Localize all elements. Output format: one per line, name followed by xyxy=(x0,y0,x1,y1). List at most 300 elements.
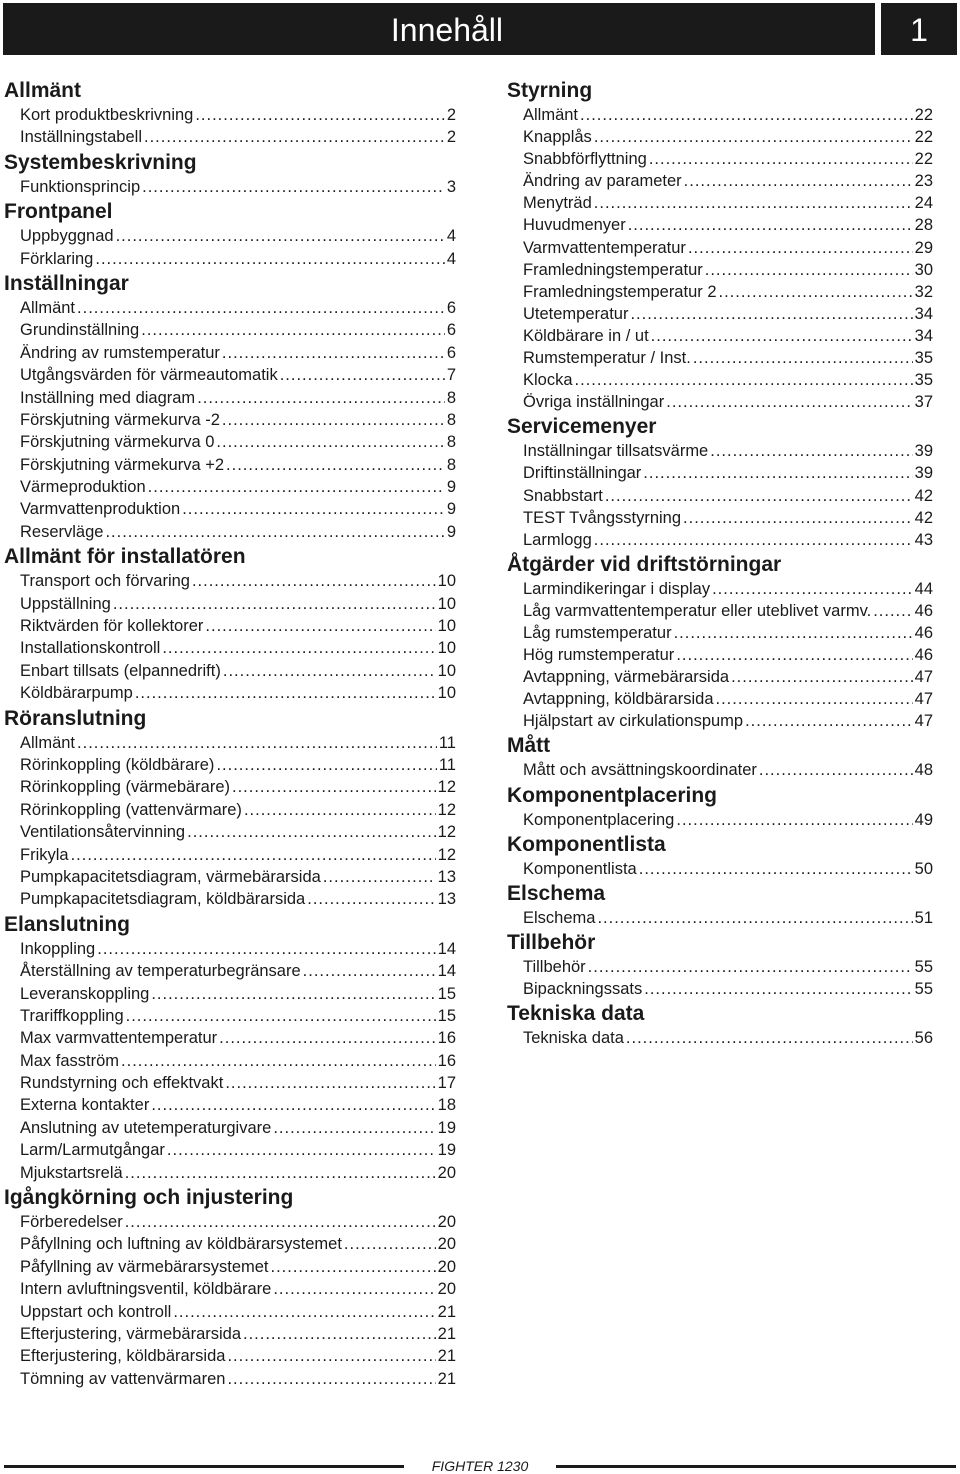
toc-entry[interactable] xyxy=(523,170,933,192)
dot-leader xyxy=(223,660,436,682)
entry-label: Utgångsvärden för värmeautomatik xyxy=(20,366,278,385)
toc-entry[interactable] xyxy=(20,776,456,798)
dot-leader xyxy=(649,148,913,170)
toc-entry[interactable] xyxy=(20,297,456,319)
entry-label: Bipackningssats xyxy=(523,979,643,998)
entry-label: Externa kontakter xyxy=(20,1096,150,1115)
toc-entry[interactable] xyxy=(20,1301,456,1323)
toc-entry[interactable] xyxy=(20,1323,456,1345)
section-heading: Frontpanel xyxy=(4,200,113,224)
footer-rule-left xyxy=(4,1465,404,1468)
dot-leader xyxy=(759,759,913,781)
entry-page-number: 42 xyxy=(914,508,933,527)
toc-entry[interactable] xyxy=(20,126,456,148)
toc-entry[interactable] xyxy=(20,593,456,615)
toc-entry[interactable] xyxy=(20,821,456,843)
entry-label: Intern avluftningsventil, köldbärare xyxy=(20,1280,272,1299)
page-title: Innehåll xyxy=(3,3,875,55)
toc-entry[interactable] xyxy=(20,1027,456,1049)
dot-leader xyxy=(125,1162,436,1184)
dot-leader xyxy=(135,682,436,704)
entry-page-number: 47 xyxy=(914,690,933,709)
toc-entry[interactable] xyxy=(20,1094,456,1116)
toc-entry[interactable] xyxy=(523,303,933,325)
toc-entry[interactable] xyxy=(20,1345,456,1367)
entry-page-number: 56 xyxy=(914,1029,933,1047)
toc-entry[interactable] xyxy=(523,578,933,600)
entry-page-number: 32 xyxy=(914,282,933,301)
dot-leader xyxy=(77,297,445,319)
entry-page-number: 46 xyxy=(914,601,933,620)
entry-label: Hjälpstart av cirkulationspump xyxy=(523,712,744,731)
entry-page-number: 21 xyxy=(437,1369,456,1388)
toc-entry[interactable] xyxy=(20,637,456,659)
entry-page-number: 13 xyxy=(437,890,456,909)
toc-entry[interactable] xyxy=(20,248,456,270)
toc-entry[interactable] xyxy=(523,858,933,880)
dot-leader xyxy=(674,622,913,644)
entry-page-number: 11 xyxy=(438,733,456,752)
entry-label: Inställningar tillsatsvärme xyxy=(523,442,709,461)
entry-page-number: 4 xyxy=(446,249,456,268)
entry-page-number: 28 xyxy=(914,216,933,235)
section-heading: Tillbehör xyxy=(507,930,596,954)
toc-entry[interactable] xyxy=(20,387,456,409)
toc-entry[interactable] xyxy=(20,431,456,453)
toc-entry[interactable] xyxy=(20,844,456,866)
section-heading: Systembeskrivning xyxy=(4,150,197,174)
entry-label: Anslutning av utetemperaturgivare xyxy=(20,1118,272,1137)
toc-entry[interactable] xyxy=(20,799,456,821)
entry-label: Grundinställning xyxy=(20,321,140,340)
entry-page-number: 48 xyxy=(914,761,933,780)
toc-entry[interactable] xyxy=(523,759,933,781)
entry-label: Förskjutning värmekurva 0 xyxy=(20,433,215,452)
entry-page-number: 8 xyxy=(446,388,456,407)
toc-entry[interactable] xyxy=(20,176,456,198)
entry-page-number: 23 xyxy=(914,172,933,191)
dot-leader xyxy=(77,732,437,754)
entry-page-number: 12 xyxy=(437,823,456,842)
toc-entry[interactable] xyxy=(20,319,456,341)
entry-label: Reservläge xyxy=(20,522,104,541)
footer-rule-right xyxy=(556,1465,956,1468)
toc-section xyxy=(507,413,933,550)
dot-leader xyxy=(639,858,913,880)
toc-entry[interactable] xyxy=(20,1162,456,1184)
dot-leader xyxy=(151,983,435,1005)
section-heading: Servicemenyer xyxy=(507,415,657,439)
toc-entry[interactable] xyxy=(20,615,456,637)
entry-label: Leveranskoppling xyxy=(20,984,150,1003)
dot-leader xyxy=(605,485,913,507)
entry-page-number: 35 xyxy=(914,349,933,368)
dot-leader xyxy=(126,1005,436,1027)
toc-entry[interactable] xyxy=(20,1278,456,1300)
entry-label: Allmänt xyxy=(20,733,76,752)
toc-entry[interactable] xyxy=(20,1139,456,1161)
entry-page-number: 11 xyxy=(438,755,456,774)
dot-leader xyxy=(745,710,913,732)
entry-label: Låg rumstemperatur xyxy=(523,623,672,642)
dot-leader xyxy=(712,578,913,600)
dot-leader xyxy=(187,821,436,843)
entry-page-number: 18 xyxy=(437,1096,456,1115)
dot-leader xyxy=(594,529,913,551)
entry-page-number: 2 xyxy=(446,106,456,124)
entry-page-number: 10 xyxy=(437,639,456,658)
entry-label: Installationskontroll xyxy=(20,639,161,658)
toc-entry[interactable] xyxy=(20,570,456,592)
entry-label: Klocka xyxy=(523,371,573,390)
section-heading: Komponentplacering xyxy=(507,783,718,807)
entry-page-number: 49 xyxy=(914,810,933,829)
entry-label: TEST Tvångsstyrning xyxy=(523,508,682,527)
entry-page-number: 15 xyxy=(437,984,456,1003)
dot-leader xyxy=(580,104,913,126)
entry-label: Inkoppling xyxy=(20,939,96,958)
entry-page-number: 20 xyxy=(437,1213,456,1232)
dot-leader xyxy=(273,1278,435,1300)
entry-label: Hög rumstemperatur xyxy=(523,646,675,665)
section-heading: Mått xyxy=(507,734,551,758)
toc-entry[interactable] xyxy=(523,600,933,622)
toc-entry[interactable] xyxy=(523,440,933,462)
entry-page-number: 16 xyxy=(437,1029,456,1048)
toc-entry[interactable] xyxy=(523,688,933,710)
dot-leader xyxy=(197,387,445,409)
entry-page-number: 8 xyxy=(446,455,456,474)
toc-entry[interactable] xyxy=(523,237,933,259)
entry-page-number: 12 xyxy=(437,778,456,797)
entry-label: Snabbförflyttning xyxy=(523,150,647,169)
toc-section xyxy=(507,831,933,880)
entry-page-number: 34 xyxy=(914,304,933,323)
entry-label: Rundstyrning och effektvakt xyxy=(20,1074,224,1093)
toc-entry[interactable] xyxy=(20,454,456,476)
toc-entry[interactable] xyxy=(20,1117,456,1139)
toc-entry[interactable] xyxy=(523,369,933,391)
entry-page-number: 17 xyxy=(437,1074,456,1093)
dot-leader xyxy=(307,888,435,910)
entry-page-number: 37 xyxy=(914,393,933,412)
dot-leader xyxy=(195,104,444,126)
entry-page-number: 47 xyxy=(914,712,933,731)
section-heading: Åtgärder vid driftstörningar xyxy=(507,552,782,576)
entry-page-number: 10 xyxy=(437,617,456,636)
toc-entry[interactable] xyxy=(523,622,933,644)
dot-leader xyxy=(676,644,912,666)
dot-leader xyxy=(716,688,913,710)
dot-leader xyxy=(280,364,445,386)
entry-label: Tillbehör xyxy=(523,957,586,976)
toc-entry[interactable] xyxy=(523,809,933,831)
dot-leader xyxy=(97,938,435,960)
dot-leader xyxy=(594,192,913,214)
entry-label: Förberedelser xyxy=(20,1213,123,1232)
toc-entry[interactable] xyxy=(523,347,933,369)
section-heading: Röranslutning xyxy=(4,706,147,730)
toc-section xyxy=(507,1000,933,1049)
toc-entry[interactable] xyxy=(523,214,933,236)
entry-page-number: 21 xyxy=(437,1324,456,1343)
toc-entry[interactable] xyxy=(20,660,456,682)
entry-label: Riktvärden för kollektorer xyxy=(20,617,204,636)
toc-entry[interactable] xyxy=(523,956,933,978)
entry-label: Framledningstemperatur 2 xyxy=(523,282,717,301)
entry-page-number: 39 xyxy=(914,464,933,483)
toc-entry[interactable] xyxy=(20,866,456,888)
entry-page-number: 9 xyxy=(446,478,456,497)
footer-product-name: FIGHTER 1230 xyxy=(431,1458,529,1474)
dot-leader xyxy=(227,1345,435,1367)
dot-leader xyxy=(226,454,445,476)
dot-leader xyxy=(148,476,445,498)
entry-label: Pumpkapacitetsdiagram, värmebärarsida xyxy=(20,867,321,886)
toc-entry[interactable] xyxy=(523,710,933,732)
dot-leader xyxy=(676,809,912,831)
toc-entry[interactable] xyxy=(523,325,933,347)
dot-leader xyxy=(710,440,912,462)
toc-entry[interactable] xyxy=(523,485,933,507)
entry-page-number: 12 xyxy=(437,845,456,864)
dot-leader xyxy=(243,1323,436,1345)
entry-label: Inställningstabell xyxy=(20,128,142,147)
toc-entry[interactable] xyxy=(523,666,933,688)
entry-label: Ändring av rumstemperatur xyxy=(20,343,220,362)
entry-label: Tömning av vattenvärmaren xyxy=(20,1369,226,1388)
dot-leader xyxy=(222,409,445,431)
entry-page-number: 22 xyxy=(914,128,933,147)
toc-entry[interactable] xyxy=(523,281,933,303)
toc-section xyxy=(4,149,456,198)
toc-entry[interactable] xyxy=(20,409,456,431)
entry-label: Rörinkoppling (värmebärare) xyxy=(20,778,231,797)
entry-label: Efterjustering, värmebärarsida xyxy=(20,1324,242,1343)
dot-leader xyxy=(162,637,435,659)
toc-entry[interactable] xyxy=(20,1050,456,1072)
entry-page-number: 10 xyxy=(437,684,456,703)
toc-entry[interactable] xyxy=(20,1211,456,1233)
toc-entry[interactable] xyxy=(20,938,456,960)
dot-leader xyxy=(273,1117,435,1139)
toc-entry[interactable] xyxy=(20,732,456,754)
entry-page-number: 51 xyxy=(914,908,933,927)
entry-page-number: 46 xyxy=(914,646,933,665)
entry-label: Funktionsprincip xyxy=(20,177,141,196)
toc-entry[interactable] xyxy=(523,644,933,666)
entry-page-number: 3 xyxy=(446,177,456,196)
toc-entry[interactable] xyxy=(20,104,456,126)
toc-entry[interactable] xyxy=(20,960,456,982)
entry-label: Varmvattenproduktion xyxy=(20,500,181,519)
toc-entry[interactable] xyxy=(523,907,933,929)
entry-label: Larmlogg xyxy=(523,530,592,549)
entry-label: Rörinkoppling (köldbärare) xyxy=(20,755,215,774)
section-heading: Elschema xyxy=(507,881,606,905)
toc-entry[interactable] xyxy=(20,754,456,776)
entry-label: Kort produktbeskrivning xyxy=(20,106,194,124)
entry-page-number: 21 xyxy=(437,1347,456,1366)
entry-label: Komponentlista xyxy=(523,859,637,878)
toc-entry[interactable] xyxy=(20,521,456,543)
entry-label: Efterjustering, köldbärarsida xyxy=(20,1347,226,1366)
entry-page-number: 30 xyxy=(914,260,933,279)
dot-leader xyxy=(192,570,436,592)
entry-page-number: 16 xyxy=(437,1051,456,1070)
page-header xyxy=(3,3,957,55)
toc-entry[interactable] xyxy=(523,104,933,126)
dot-leader xyxy=(684,170,913,192)
dot-leader xyxy=(693,347,913,369)
toc-entry[interactable] xyxy=(20,1233,456,1255)
toc-entry[interactable] xyxy=(523,507,933,529)
entry-label: Mjukstartsrelä xyxy=(20,1163,123,1182)
dot-leader xyxy=(683,507,913,529)
entry-label: Max fasström xyxy=(20,1051,120,1070)
toc-entry[interactable] xyxy=(20,225,456,247)
dot-leader xyxy=(644,978,912,1000)
dot-leader xyxy=(225,1072,435,1094)
entry-label: Ventilationsåtervinning xyxy=(20,823,186,842)
toc-entry[interactable] xyxy=(523,978,933,1000)
entry-page-number: 6 xyxy=(446,298,456,317)
toc-section xyxy=(4,705,456,911)
dot-leader xyxy=(719,281,913,303)
entry-label: Enbart tillsats (elpannedrift) xyxy=(20,661,221,680)
toc-entry[interactable] xyxy=(523,1027,933,1049)
entry-page-number: 10 xyxy=(437,572,456,591)
dot-leader xyxy=(303,960,436,982)
dot-leader xyxy=(105,521,444,543)
toc-entry[interactable] xyxy=(523,462,933,484)
section-heading: Styrning xyxy=(507,79,593,102)
toc-entry[interactable] xyxy=(20,476,456,498)
dot-leader xyxy=(271,1256,436,1278)
entry-page-number: 22 xyxy=(914,150,933,169)
entry-page-number: 29 xyxy=(914,238,933,257)
toc-entry[interactable] xyxy=(20,364,456,386)
dot-leader xyxy=(344,1233,436,1255)
entry-label: Mått och avsättningskoordinater xyxy=(523,761,757,780)
entry-page-number: 9 xyxy=(446,522,456,541)
entry-page-number: 14 xyxy=(437,962,456,981)
dot-leader xyxy=(95,248,444,270)
entry-label: Larmindikeringar i display xyxy=(523,579,711,598)
toc-entry[interactable] xyxy=(523,391,933,413)
entry-label: Komponentplacering xyxy=(523,810,675,829)
dot-leader xyxy=(121,1050,436,1072)
dot-leader xyxy=(116,225,445,247)
dot-leader xyxy=(71,844,436,866)
dot-leader xyxy=(142,176,445,198)
toc-section xyxy=(507,77,933,413)
toc-entry[interactable] xyxy=(523,126,933,148)
toc-section xyxy=(4,77,456,149)
dot-leader xyxy=(173,1301,435,1323)
entry-page-number: 4 xyxy=(446,227,456,246)
dot-leader xyxy=(575,369,913,391)
toc-entry[interactable] xyxy=(523,148,933,170)
toc-section xyxy=(507,732,933,781)
toc-entry[interactable] xyxy=(20,983,456,1005)
toc-entry[interactable] xyxy=(20,342,456,364)
dot-leader xyxy=(705,259,913,281)
entry-label: Avtappning, köldbärarsida xyxy=(523,690,714,709)
entry-page-number: 19 xyxy=(437,1141,456,1160)
entry-page-number: 10 xyxy=(437,594,456,613)
entry-label: Låg varmvattentemperatur eller uteblivet varmv. xyxy=(523,601,872,620)
toc-left-column xyxy=(4,77,456,1390)
toc-entry[interactable] xyxy=(20,498,456,520)
dot-leader xyxy=(232,776,436,798)
entry-label: Framledningstemperatur xyxy=(523,260,703,279)
entry-label: Rumstemperatur / Inst. xyxy=(523,349,691,368)
dot-leader xyxy=(125,1211,436,1233)
toc-section xyxy=(507,929,933,1000)
toc-entry[interactable] xyxy=(20,1005,456,1027)
entry-page-number: 12 xyxy=(437,800,456,819)
entry-label: Uppbyggnad xyxy=(20,227,114,246)
toc-entry[interactable] xyxy=(20,1368,456,1390)
entry-label: Uppställning xyxy=(20,594,111,613)
entry-label: Allmänt xyxy=(20,298,76,317)
entry-page-number: 10 xyxy=(437,661,456,680)
entry-page-number: 24 xyxy=(914,194,933,213)
toc-entry[interactable] xyxy=(523,259,933,281)
entry-page-number: 22 xyxy=(914,106,933,124)
entry-page-number: 7 xyxy=(446,366,456,385)
entry-label: Påfyllning och luftning av köldbärarsystemet xyxy=(20,1235,342,1254)
dot-leader xyxy=(216,431,444,453)
dot-leader xyxy=(167,1139,436,1161)
entry-label: Frikyla xyxy=(20,845,69,864)
entry-page-number: 15 xyxy=(437,1006,456,1025)
entry-page-number: 19 xyxy=(437,1118,456,1137)
entry-label: Menyträd xyxy=(523,194,592,213)
entry-label: Ändring av parameter xyxy=(523,172,682,191)
entry-label: Driftinställningar xyxy=(523,464,642,483)
entry-label: Knapplås xyxy=(523,128,592,147)
entry-page-number: 42 xyxy=(914,486,933,505)
toc-section xyxy=(4,270,456,543)
toc-entry[interactable] xyxy=(523,529,933,551)
dot-leader xyxy=(227,1368,435,1390)
toc-section xyxy=(507,551,933,733)
entry-label: Pumpkapacitetsdiagram, köldbärarsida xyxy=(20,890,306,909)
dot-leader xyxy=(219,1027,435,1049)
dot-leader xyxy=(626,1027,913,1049)
dot-leader xyxy=(597,907,912,929)
section-heading: Komponentlista xyxy=(507,832,666,856)
entry-label: Tekniska data xyxy=(523,1029,624,1047)
entry-label: Återställning av temperaturbegränsare xyxy=(20,962,301,981)
entry-label: Förklaring xyxy=(20,249,94,268)
entry-page-number: 21 xyxy=(437,1302,456,1321)
toc-entry[interactable] xyxy=(20,682,456,704)
toc-entry[interactable] xyxy=(523,192,933,214)
toc-entry[interactable] xyxy=(20,888,456,910)
toc-entry[interactable] xyxy=(20,1256,456,1278)
entry-label: Inställning med diagram xyxy=(20,388,196,407)
dot-leader xyxy=(323,866,436,888)
entry-page-number: 20 xyxy=(437,1163,456,1182)
entry-page-number: 20 xyxy=(437,1280,456,1299)
section-heading: Inställningar xyxy=(4,271,129,295)
dot-leader xyxy=(651,325,913,347)
toc-entry[interactable] xyxy=(20,1072,456,1094)
dot-leader xyxy=(182,498,445,520)
